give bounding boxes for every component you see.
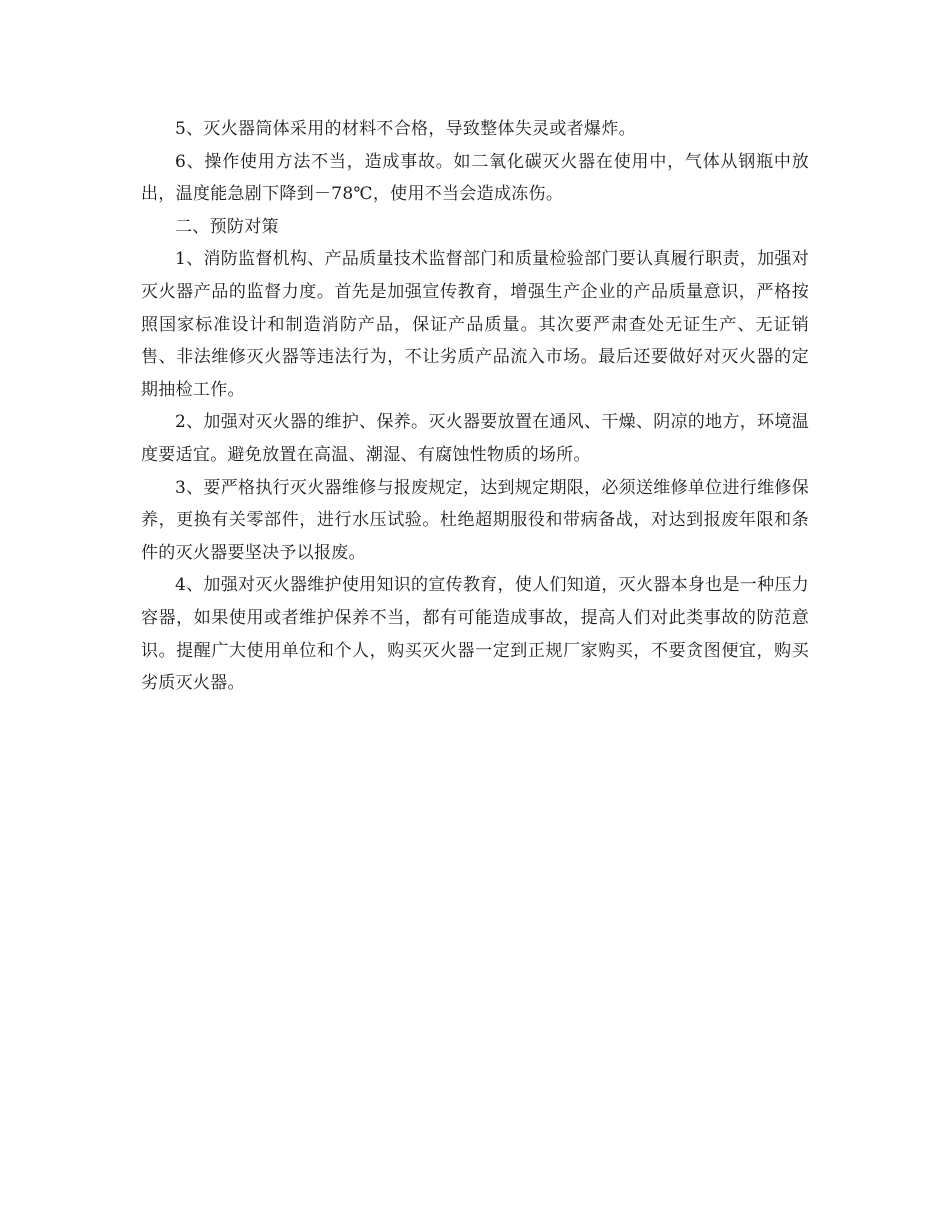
- paragraph-item-5: 5、灭火器筒体采用的材料不合格，导致整体失灵或者爆炸。: [175, 119, 636, 139]
- document-body: [141, 113, 809, 700]
- paragraph-measure-1: 1、消防监督机构、产品质量技术监督部门和质量检验部门要认真履行职责，加强对灭火器产品的监督力度。首先是加强宣传教育，增强生产企业的产品质量意识，严格按照国家标准设计和制造消防产品，保证产品质量。其次要严肃查处无证生产、无证销售、非法维修灭火器等违法行为，不让劣质产品流入市场。最后还要做好对灭火器的定期抽检工作。: [141, 249, 809, 400]
- paragraph-measure-3: 3、要严格执行灭火器维修与报废规定，达到规定期限，必须送维修单位进行维修保养，更换有关零部件，进行水压试验。杜绝超期服役和带病备战，对达到报废年限和条件的灭火器要坚决予以报废。: [141, 477, 809, 563]
- paragraph-item-6: 6、操作使用方法不当，造成事故。如二氧化碳灭火器在使用中，气体从钢瓶中放出，温度能急剧下降到－78℃，使用不当会造成冻伤。: [141, 151, 809, 205]
- paragraph-measure-2: 2、加强对灭火器的维护、保养。灭火器要放置在通风、干燥、阴凉的地方，环境温度要适宜。避免放置在高温、潮湿、有腐蚀性物质的场所。: [141, 412, 809, 465]
- section-heading-prevention: 二、预防对策: [175, 216, 279, 237]
- paragraph-measure-4: 4、加强对灭火器维护使用知识的宣传教育，使人们知道，灭火器本身也是一种压力容器，如果使用或者维护保养不当，都有可能造成事故，提高人们对此类事故的防范意识。提醒广大使用单位和个人，购买灭火器一定到正规厂家购买，不要贪图便宜，购买劣质灭火器。: [141, 575, 809, 694]
